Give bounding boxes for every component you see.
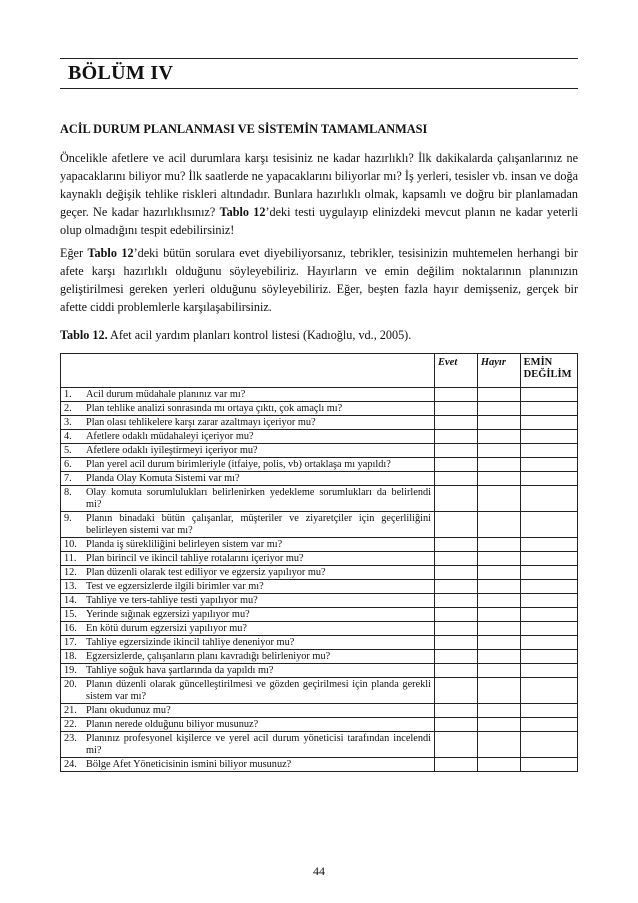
emin-degilim-cell xyxy=(520,636,577,650)
hayir-cell xyxy=(477,732,520,758)
question-text: Bölge Afet Yöneticisinin ismini biliyor musunuz? xyxy=(86,759,292,770)
hayir-cell xyxy=(477,580,520,594)
emin-degilim-cell xyxy=(520,704,577,718)
evet-cell xyxy=(435,472,478,486)
question-number: 14. xyxy=(64,595,77,606)
paragraph-text: ’deki bütün sorulara evet diyebiliyorsanız, tebrikler, tesisinizin muhtemelen herhangi bir afete karşı hazırlıklı olduğunu söyleyebiliriz. Hayırların ve emin değilim noktalarının planınızın geliştirilmesi gereken yerleri olduğunu söyleyebiliriz. Eğer, beşten fazla hayır demişseniz, gerçek bir afette ciddi problemlerle karşılaşabilirsiniz. xyxy=(60,246,578,314)
question-cell xyxy=(61,678,435,704)
table-row xyxy=(61,538,578,552)
table-row xyxy=(61,512,578,538)
question-text: Tahliye ve ters-tahliye testi yapılıyor mu? xyxy=(86,595,258,606)
question-text: Planın binadaki bütün çalışanlar, müşteriler ve ziyaretçiler için geçerliliğini belirleyen sistemi var mı? xyxy=(86,513,432,536)
evet-cell xyxy=(435,538,478,552)
question-text: Plan birincil ve ikincil tahliye rotalarını içeriyor mu? xyxy=(86,553,304,564)
emin-degilim-cell xyxy=(520,608,577,622)
question-text: Test ve egzersizlerde ilgili birimler var mı? xyxy=(86,581,264,592)
question-cell xyxy=(61,444,435,458)
emin-degilim-cell xyxy=(520,566,577,580)
evet-cell xyxy=(435,650,478,664)
hayir-cell xyxy=(477,444,520,458)
question-number: 20. xyxy=(64,679,77,690)
emin-degilim-cell xyxy=(520,486,577,512)
question-cell xyxy=(61,486,435,512)
question-text: Tahliye soğuk hava şartlarında da yapıldı mı? xyxy=(86,665,274,676)
question-cell xyxy=(61,458,435,472)
question-cell xyxy=(61,580,435,594)
question-cell xyxy=(61,636,435,650)
question-number: 3. xyxy=(64,417,72,428)
emin-degilim-cell xyxy=(520,512,577,538)
evet-cell xyxy=(435,664,478,678)
table-row xyxy=(61,650,578,664)
question-number: 12. xyxy=(64,567,77,578)
evet-cell xyxy=(435,430,478,444)
evet-cell xyxy=(435,416,478,430)
question-cell xyxy=(61,566,435,580)
emin-degilim-cell xyxy=(520,594,577,608)
evet-cell xyxy=(435,608,478,622)
question-cell xyxy=(61,758,435,772)
hayir-cell xyxy=(477,512,520,538)
emin-degilim-cell xyxy=(520,552,577,566)
table-row xyxy=(61,758,578,772)
table-row xyxy=(61,458,578,472)
question-cell xyxy=(61,704,435,718)
evet-cell xyxy=(435,566,478,580)
question-cell xyxy=(61,608,435,622)
evet-cell xyxy=(435,718,478,732)
question-cell xyxy=(61,650,435,664)
evet-cell xyxy=(435,388,478,402)
emin-degilim-cell xyxy=(520,678,577,704)
question-number: 19. xyxy=(64,665,77,676)
question-cell xyxy=(61,512,435,538)
emin-degilim-cell xyxy=(520,402,577,416)
hayir-cell xyxy=(477,622,520,636)
question-cell xyxy=(61,732,435,758)
table-row xyxy=(61,444,578,458)
bold-reference: Tablo 12 xyxy=(219,205,266,219)
header-question xyxy=(61,354,435,388)
question-text: En kötü durum egzersizi yapılıyor mu? xyxy=(86,623,247,634)
hayir-cell xyxy=(477,650,520,664)
hayir-cell xyxy=(477,538,520,552)
question-text: Planın düzenli olarak güncelleştirilmesi ve gözden geçirilmesi için planda gerekli sistem var mı? xyxy=(86,679,432,702)
hayir-cell xyxy=(477,758,520,772)
table-row xyxy=(61,636,578,650)
question-number: 8. xyxy=(64,487,72,498)
emin-degilim-cell xyxy=(520,430,577,444)
question-number: 5. xyxy=(64,445,72,456)
hayir-cell xyxy=(477,608,520,622)
header-emin-degilim: EMİN DEĞİLİM xyxy=(520,354,577,388)
hayir-cell xyxy=(477,486,520,512)
paragraph-text: Eğer xyxy=(60,246,88,260)
page-number: 44 xyxy=(313,864,325,878)
question-number: 18. xyxy=(64,651,77,662)
caption-label: Tablo 12. xyxy=(60,328,108,342)
question-number: 2. xyxy=(64,403,72,414)
bold-reference: Tablo 12 xyxy=(87,246,134,260)
checklist-table xyxy=(60,353,578,772)
table-body xyxy=(61,388,578,772)
question-number: 22. xyxy=(64,719,77,730)
table-row xyxy=(61,552,578,566)
question-number: 21. xyxy=(64,705,77,716)
question-number: 9. xyxy=(64,513,72,524)
evet-cell xyxy=(435,402,478,416)
table-row xyxy=(61,472,578,486)
table-row xyxy=(61,678,578,704)
question-number: 1. xyxy=(64,389,72,400)
table-row xyxy=(61,718,578,732)
top-rule xyxy=(60,58,578,59)
question-cell xyxy=(61,538,435,552)
question-cell xyxy=(61,594,435,608)
evet-cell xyxy=(435,678,478,704)
hayir-cell xyxy=(477,636,520,650)
question-number: 15. xyxy=(64,609,77,620)
evet-cell xyxy=(435,758,478,772)
question-cell xyxy=(61,718,435,732)
evet-cell xyxy=(435,444,478,458)
hayir-cell xyxy=(477,664,520,678)
question-text: Plan olası tehlikelere karşı zarar azaltmayı içeriyor mu? xyxy=(86,417,316,428)
hayir-cell xyxy=(477,402,520,416)
question-text: Tahliye egzersizinde ikincil tahliye deneniyor mu? xyxy=(86,637,295,648)
question-number: 23. xyxy=(64,733,77,744)
question-number: 7. xyxy=(64,473,72,484)
question-text: Egzersizlerde, çalışanların planı kavradığı belirleniyor mu? xyxy=(86,651,331,662)
emin-degilim-cell xyxy=(520,580,577,594)
intro-paragraph xyxy=(60,149,578,239)
emin-degilim-cell xyxy=(520,416,577,430)
question-text: Afetlere odaklı iyileştirmeyi içeriyor mu? xyxy=(86,445,258,456)
emin-degilim-cell xyxy=(520,538,577,552)
table-row xyxy=(61,416,578,430)
table-caption xyxy=(60,328,411,343)
evet-cell xyxy=(435,552,478,566)
table-row xyxy=(61,486,578,512)
caption-text: Afet acil yardım planları kontrol listesi (Kadıoğlu, vd., 2005). xyxy=(107,328,412,342)
table-row xyxy=(61,430,578,444)
question-text: Yerinde sığınak egzersizi yapılıyor mu? xyxy=(86,609,250,620)
evet-cell xyxy=(435,622,478,636)
table-row xyxy=(61,388,578,402)
hayir-cell xyxy=(477,566,520,580)
question-number: 10. xyxy=(64,539,77,550)
result-paragraph xyxy=(60,244,578,316)
table-row xyxy=(61,608,578,622)
question-number: 17. xyxy=(64,637,77,648)
question-text: Afetlere odaklı müdahaleyi içeriyor mu? xyxy=(86,431,254,442)
question-cell xyxy=(61,664,435,678)
table-row xyxy=(61,566,578,580)
question-text: Planda Olay Komuta Sistemi var mı? xyxy=(86,473,240,484)
hayir-cell xyxy=(477,472,520,486)
question-text: Plan düzenli olarak test ediliyor ve egzersiz yapılıyor mu? xyxy=(86,567,326,578)
header-hayir: Hayır xyxy=(477,354,520,388)
hayir-cell xyxy=(477,718,520,732)
hayir-cell xyxy=(477,594,520,608)
paragraph-text: ’deki testi uygulayıp elinizdeki mevcut planın ne kadar yeterli olup olmadığını tespit edebilirsiniz! xyxy=(60,205,578,237)
table-row xyxy=(61,622,578,636)
hayir-cell xyxy=(477,552,520,566)
table-header-row xyxy=(61,354,578,388)
evet-cell xyxy=(435,732,478,758)
emin-degilim-cell xyxy=(520,664,577,678)
emin-degilim-cell xyxy=(520,758,577,772)
evet-cell xyxy=(435,636,478,650)
question-cell xyxy=(61,622,435,636)
question-cell xyxy=(61,402,435,416)
evet-cell xyxy=(435,512,478,538)
chapter-heading: BÖLÜM IV xyxy=(68,62,174,84)
table-row xyxy=(61,594,578,608)
paragraph-text: Öncelikle afetlere ve acil durumlara karşı tesisiniz ne kadar hazırlıklı? İlk dakikalarda çalışanlarınız ne yapacaklarını biliyor mu? İlk saatlerde ne yapacaklarını biliyorlar mı? İş yerleri, tesisler vb. insan ve doğa kaynaklı değişik tehlike riskleri altındadır. Bunlara hazırlıklı olmak, kapsamlı ve doğru bir planlamadan geçer. Ne kadar hazırlıklısınız? xyxy=(60,151,578,219)
chapter-underline xyxy=(60,88,578,89)
emin-degilim-cell xyxy=(520,458,577,472)
question-number: 6. xyxy=(64,459,72,470)
emin-degilim-cell xyxy=(520,650,577,664)
header-evet: Evet xyxy=(435,354,478,388)
question-text: Planı okudunuz mu? xyxy=(86,705,171,716)
question-text: Plan yerel acil durum birimleriyle (itfaiye, polis, vb) ortaklaşa mı yapıldı? xyxy=(86,459,391,470)
hayir-cell xyxy=(477,430,520,444)
emin-degilim-cell xyxy=(520,732,577,758)
question-cell xyxy=(61,416,435,430)
emin-degilim-cell xyxy=(520,472,577,486)
question-number: 13. xyxy=(64,581,77,592)
table-row xyxy=(61,580,578,594)
table-row xyxy=(61,402,578,416)
table-row xyxy=(61,664,578,678)
emin-degilim-cell xyxy=(520,718,577,732)
question-cell xyxy=(61,388,435,402)
hayir-cell xyxy=(477,704,520,718)
evet-cell xyxy=(435,458,478,472)
hayir-cell xyxy=(477,416,520,430)
question-text: Olay komuta sorumlulukları belirlenirken yedekleme sorumlukları da belirlendi mi? xyxy=(86,487,432,510)
emin-degilim-cell xyxy=(520,388,577,402)
table-row xyxy=(61,704,578,718)
emin-degilim-cell xyxy=(520,622,577,636)
hayir-cell xyxy=(477,388,520,402)
question-text: Planda iş sürekliliğini belirleyen sistem var mı? xyxy=(86,539,283,550)
evet-cell xyxy=(435,704,478,718)
evet-cell xyxy=(435,580,478,594)
question-cell xyxy=(61,552,435,566)
question-text: Plan tehlike analizi sonrasında mı ortaya çıktı, çok amaçlı mı? xyxy=(86,403,343,414)
question-text: Planınız profesyonel kişilerce ve yerel acil durum yöneticisi tarafından incelendi mi? xyxy=(86,733,432,756)
evet-cell xyxy=(435,486,478,512)
emin-degilim-cell xyxy=(520,444,577,458)
question-number: 24. xyxy=(64,759,77,770)
question-cell xyxy=(61,472,435,486)
question-cell xyxy=(61,430,435,444)
evet-cell xyxy=(435,594,478,608)
hayir-cell xyxy=(477,458,520,472)
question-number: 4. xyxy=(64,431,72,442)
question-number: 16. xyxy=(64,623,77,634)
hayir-cell xyxy=(477,678,520,704)
section-title: ACİL DURUM PLANLANMASI VE SİSTEMİN TAMAMLANMASI xyxy=(60,122,428,136)
table-row xyxy=(61,732,578,758)
question-text: Planın nerede olduğunu biliyor musunuz? xyxy=(86,719,259,730)
question-text: Acil durum müdahale planınız var mı? xyxy=(86,389,246,400)
question-number: 11. xyxy=(64,553,77,564)
